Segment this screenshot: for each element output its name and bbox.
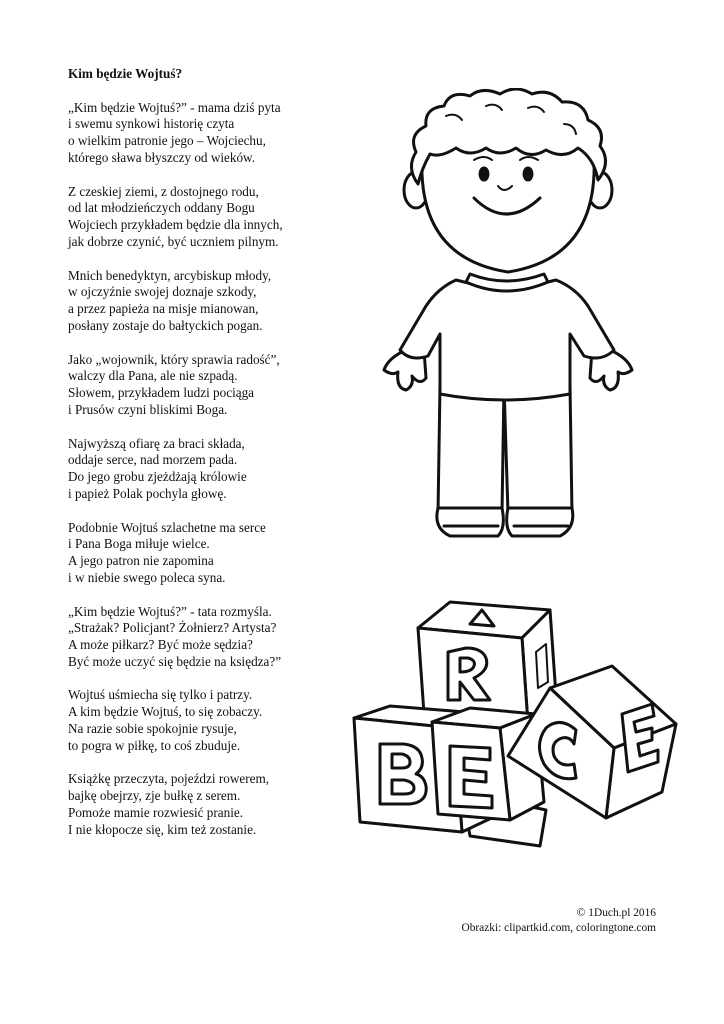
- poem-line: A może piłkarz? Być może sędzia?: [68, 637, 253, 653]
- poem-line: Najwyższą ofiarę za braci składa,: [68, 435, 245, 451]
- left-eye: [480, 168, 488, 180]
- stanza: [68, 268, 368, 335]
- block-letter-b: [380, 744, 426, 804]
- poem-line: i papież Polak pochyla głowę.: [68, 485, 227, 501]
- poem-line: bajkę obejrzy, zje bułkę z serem.: [68, 788, 241, 804]
- left-shoe: [437, 508, 503, 536]
- poem-line: „Kim będzie Wojtuś?” - tata rozmyśla.: [68, 603, 272, 619]
- left-leg: [438, 386, 504, 513]
- poem-line: „Kim będzie Wojtuś?” - mama dziś pyta: [68, 99, 281, 115]
- poem-line: a przez papieża na misje mianowan,: [68, 301, 259, 317]
- poem-line: Książkę przeczyta, pojeździ rowerem,: [68, 771, 269, 787]
- poem-line: posłany zostaje do bałtyckich pogan.: [68, 317, 263, 333]
- poem-line: Pomoże mamie rozwiesić pranie.: [68, 805, 244, 821]
- poem-line: którego sława błyszczy od wieków.: [68, 149, 256, 165]
- poem-line: Być może uczyć się będzie na księdza?”: [68, 653, 282, 669]
- image-credits-text: Obrazki: clipartkid.com, coloringtone.com: [461, 922, 656, 934]
- right-leg: [504, 386, 572, 513]
- poem-line: Z czeskiej ziemi, z dostojnego rodu,: [68, 183, 259, 199]
- poem-line: I nie kłopocze się, kim też zostanie.: [68, 821, 257, 837]
- poem-line: Wojtuś uśmiecha się tylko i patrzy.: [68, 687, 253, 703]
- stanza: [68, 771, 368, 838]
- poem-line: oddaje serce, nad morzem pada.: [68, 452, 238, 468]
- poem-line: jak dobrze czynić, być uczniem pilnym.: [68, 233, 279, 249]
- stanza: [68, 436, 368, 503]
- stanza: [68, 687, 368, 754]
- poem-line: Słowem, przykładem ludzi pociąga: [68, 385, 255, 401]
- credits: [461, 906, 656, 936]
- poem-line: w ojczyźnie swojej doznaje szkody,: [68, 284, 257, 300]
- stanza: [68, 352, 368, 419]
- poem-line: A kim będzie Wojtuś, to się zobaczy.: [68, 704, 263, 720]
- poem-line: Jako „wojownik, który sprawia radość”,: [68, 351, 280, 367]
- poem-stanzas: [68, 100, 368, 839]
- poem-line: i Prusów czyni bliskimi Boga.: [68, 401, 228, 417]
- stanza: [68, 604, 368, 671]
- poem-line: Wojciech przykładem będzie dla innych,: [68, 217, 283, 233]
- poem-line: A jego patron nie zapomina: [68, 553, 214, 569]
- poem-line: Na razie sobie spokojnie rysuje,: [68, 721, 237, 737]
- block-letter-e: [450, 746, 492, 808]
- poem-line: i Pana Boga miłuje wielce.: [68, 536, 210, 552]
- poem-title: Kim będzie Wojtuś?: [68, 66, 183, 81]
- poem-line: od lat młodzieńczych oddany Bogu: [68, 200, 255, 216]
- poem-line: i w niebie swego poleca syna.: [68, 569, 226, 585]
- alphabet-blocks-coloring-icon: [350, 596, 680, 858]
- poem: [68, 66, 368, 855]
- poem-line: Mnich benedyktyn, arcybiskup młody,: [68, 267, 272, 283]
- poem-line: i swemu synkowi historię czyta: [68, 116, 235, 132]
- right-eye: [524, 168, 532, 180]
- poem-line: walczy dla Pana, ale nie szpadą.: [68, 368, 238, 384]
- copyright-text: © 1Duch.pl 2016: [576, 907, 656, 919]
- boy-coloring-icon: [378, 88, 638, 546]
- poem-line: Podobnie Wojtuś szlachetne ma serce: [68, 519, 266, 535]
- poem-line: Do jego grobu zjeżdżają królowie: [68, 469, 247, 485]
- block-letter-e-side: [622, 704, 658, 772]
- stanza: [68, 520, 368, 587]
- shirt: [400, 280, 614, 400]
- block-top: [418, 602, 556, 724]
- poem-line: „Strażak? Policjant? Żołnierz? Artysta?: [68, 620, 277, 636]
- poem-line: o wielkim patronie jego – Wojciechu,: [68, 133, 266, 149]
- stanza: [68, 100, 368, 167]
- stanza: [68, 184, 368, 251]
- poem-line: to pogra w piłkę, to coś zbuduje.: [68, 737, 241, 753]
- right-shoe: [507, 508, 573, 536]
